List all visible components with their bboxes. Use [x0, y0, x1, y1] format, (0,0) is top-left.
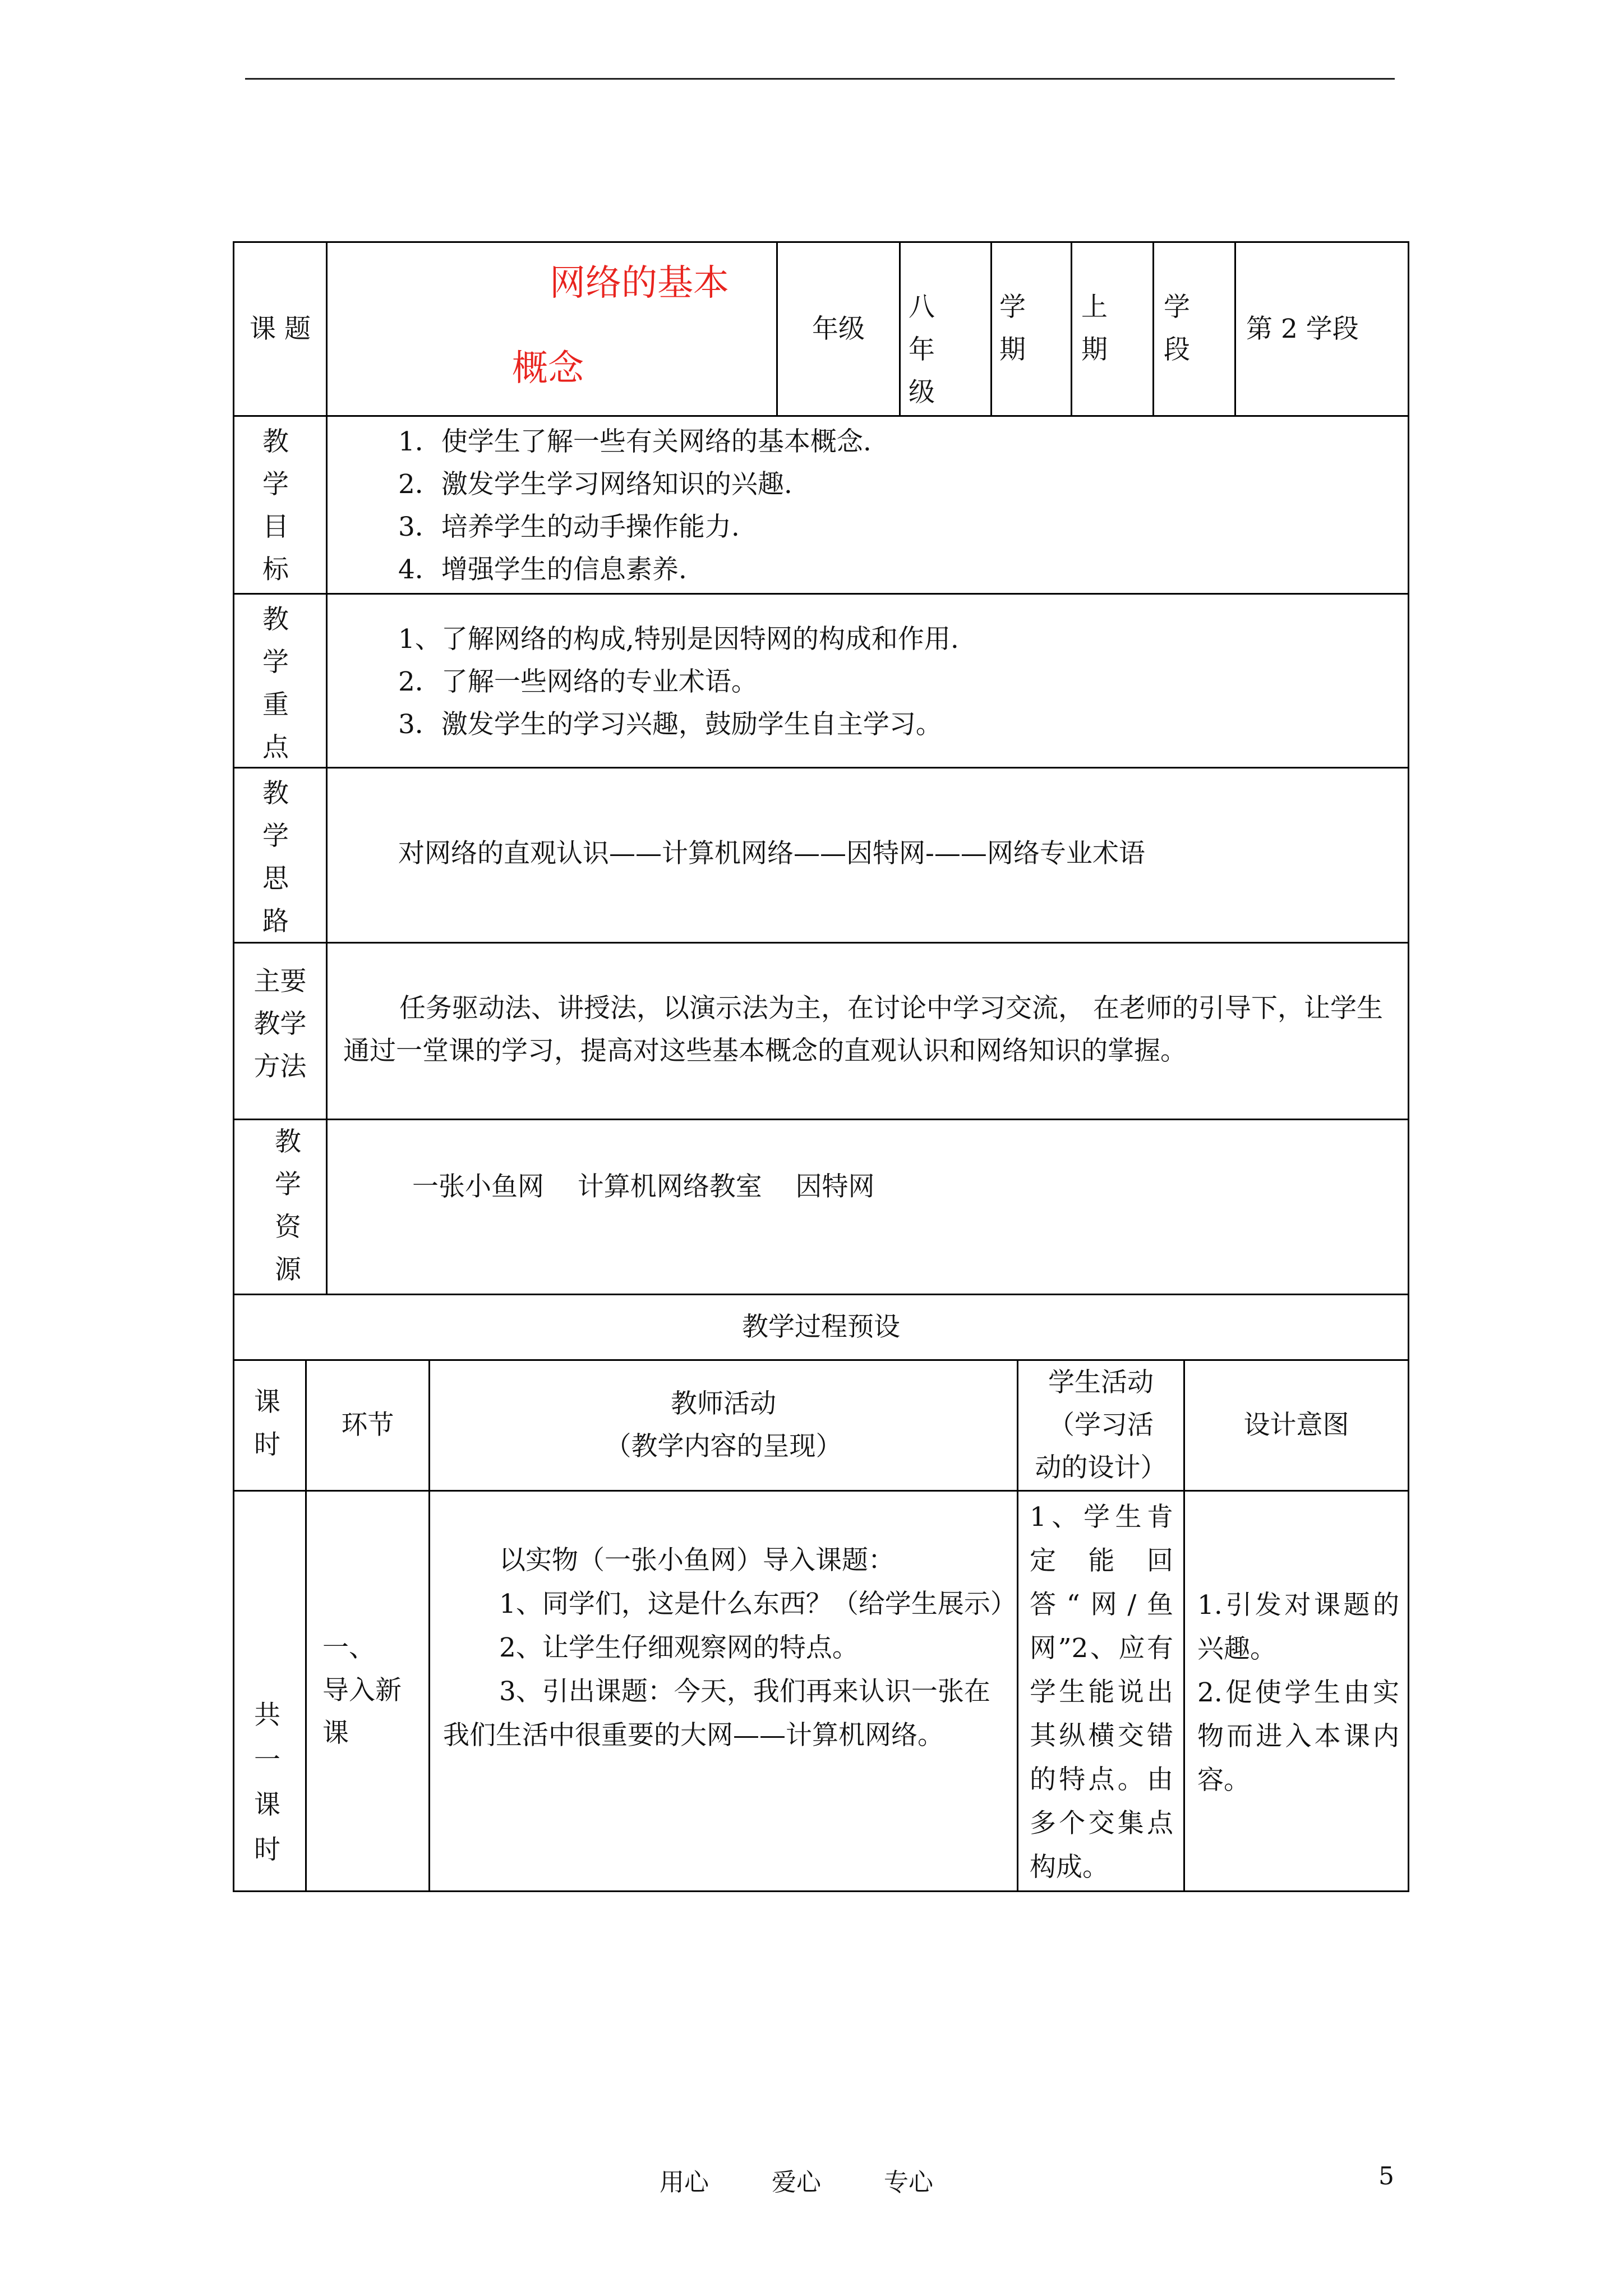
table-line — [1234, 241, 1236, 415]
term-value: 上期 — [1081, 292, 1108, 365]
period-header: 课时 — [254, 1387, 280, 1460]
footer-motto-3: 专心 — [884, 2168, 933, 2197]
stage-cell-line: 导入新课 — [322, 1675, 402, 1749]
stage-label: 学段 — [1164, 292, 1190, 365]
teacher-activity-item: 1、同学们，这是什么东西？（给学生展示） — [499, 1589, 1017, 1619]
intent-cell — [1197, 1584, 1399, 1802]
table-line — [233, 767, 1409, 769]
stage-cell — [322, 1627, 418, 1755]
methods-label — [234, 960, 326, 1088]
student-cell: 1、学生肯定能回答“网/鱼网”2、应有学生能说出其纵横交错的特点。由多个交集点构成。 — [1030, 1502, 1173, 1883]
table-line — [233, 942, 1409, 944]
goal-item: 2．激发学生学习网络知识的兴趣. — [398, 469, 792, 500]
topic-label: 课 题 — [250, 313, 311, 344]
key-point-item: 1、了解网络的构成,特别是因特网的构成和作用. — [398, 624, 959, 655]
stage-cell-line: 一、 — [322, 1632, 375, 1663]
key-points-label: 教学重点 — [262, 604, 289, 763]
period-cell: 共一课时 — [254, 1700, 280, 1865]
table-line — [233, 415, 1409, 417]
approach-label: 教学思路 — [262, 778, 289, 937]
student-header — [1018, 1361, 1183, 1490]
teacher-header — [430, 1361, 1017, 1490]
key-points-list — [398, 618, 1396, 746]
goal-item: 3．培养学生的动手操作能力. — [398, 512, 740, 542]
table-line — [233, 593, 1409, 595]
approach-text: 对网络的直观认识——计算机网络——因特网-——网络专业术语 — [398, 838, 1145, 869]
lesson-title-line2: 概念 — [512, 348, 584, 389]
stage-header: 环节 — [341, 1410, 394, 1441]
teacher-header-line: 教师活动 — [671, 1388, 776, 1419]
lesson-title-line1: 网络的基本 — [550, 263, 729, 304]
teacher-header-line: （教学内容的呈现） — [605, 1431, 842, 1462]
intent-item: 2.促使学生由实物而进入本课内容。 — [1197, 1677, 1399, 1796]
teacher-activity-item: 2、让学生仔细观察网的特点。 — [499, 1632, 859, 1663]
teacher-activity-item: 以实物（一张小鱼网）导入课题： — [499, 1545, 895, 1576]
footer-motto-2: 爱心 — [772, 2168, 821, 2197]
resources-text: 一张小鱼网 计算机网络教室 因特网 — [412, 1171, 875, 1202]
stage-value: 第 2 学段 — [1246, 313, 1359, 344]
resources-label: 教学资源 — [275, 1126, 301, 1285]
table-line — [233, 1890, 1409, 1892]
student-header-line: 动的设计） — [1035, 1452, 1167, 1483]
table-line — [326, 241, 328, 1294]
page-number: 5 — [1378, 2162, 1394, 2191]
term-label: 学期 — [999, 292, 1026, 365]
intent-item: 1.引发对课题的兴趣。 — [1197, 1590, 1399, 1664]
teacher-cell — [443, 1539, 1017, 1757]
methods-label-line: 教学 — [253, 1009, 307, 1039]
student-header-line: 学生活动 — [1048, 1367, 1154, 1398]
footer-motto-1: 用心 — [660, 2168, 709, 2197]
goals-list — [398, 421, 1396, 591]
key-point-item: 3．激发学生的学习兴趣，鼓励学生自主学习。 — [398, 709, 942, 740]
grade-value: 八年级 — [909, 292, 947, 408]
process-title: 教学过程预设 — [742, 1312, 900, 1342]
key-point-item: 2．了解一些网络的专业术语。 — [398, 666, 758, 697]
table-line — [1152, 241, 1154, 415]
teacher-activity-item: 3、引出课题：今天，我们再来认识一张在我们生活中很重要的大网——计算机网络。 — [443, 1676, 990, 1751]
table-line — [1071, 241, 1072, 415]
table-line — [233, 1490, 1409, 1492]
table-line — [990, 241, 992, 415]
goal-item: 4．增强学生的信息素养. — [398, 554, 687, 585]
methods-label-line: 主要 — [253, 966, 307, 997]
goal-item: 1．使学生了解一些有关网络的基本概念. — [398, 426, 872, 457]
table-line — [899, 241, 901, 415]
table-line — [1408, 241, 1409, 1892]
goals-label: 教学目标 — [262, 426, 289, 585]
student-header-line: （学习活 — [1048, 1410, 1154, 1441]
table-line — [233, 1119, 1409, 1120]
intent-header: 设计意图 — [1243, 1410, 1349, 1441]
methods-text: 任务驱动法、讲授法，以演示法为主，在讨论中学习交流， 在老师的引导下，让学生通过一堂课的学习，提高对这些基本概念的直观认识和网络知识的掌握。 — [343, 993, 1383, 1066]
grade-label: 年级 — [812, 313, 865, 344]
methods-label-line: 方法 — [253, 1051, 307, 1082]
